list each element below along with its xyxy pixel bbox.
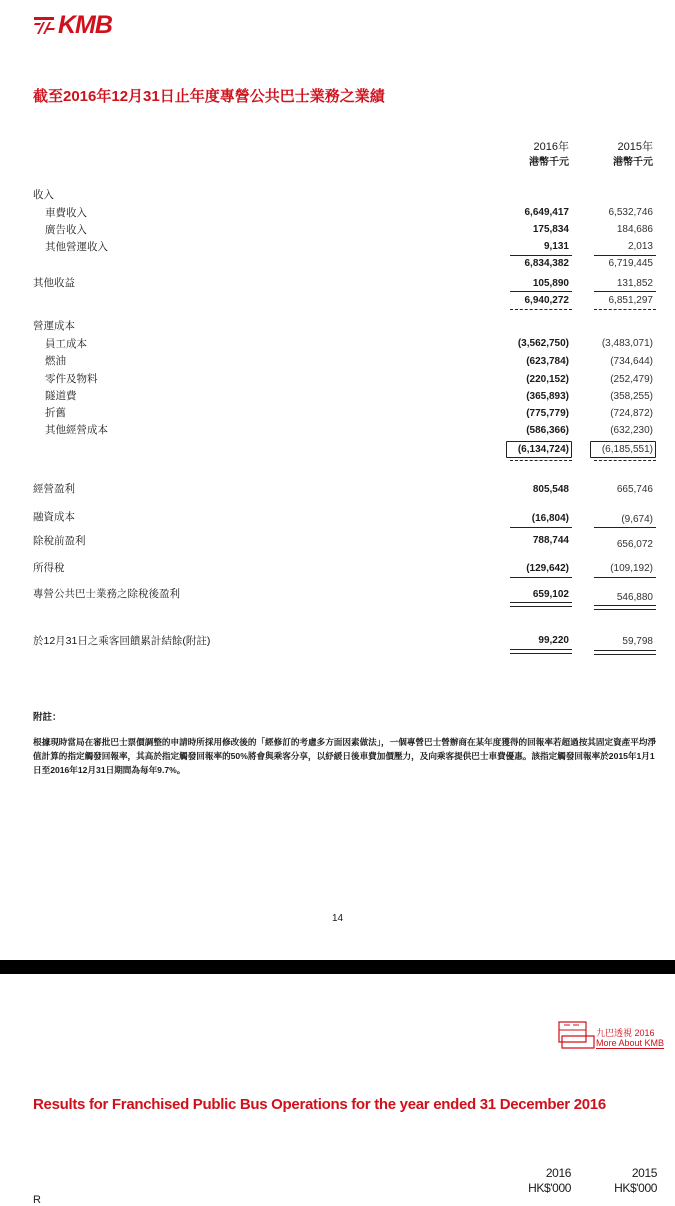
row-spare-2016: (220,152): [526, 374, 569, 385]
row-toll-label: 隧道費: [45, 390, 77, 402]
subtotal2-2016: 6,940,272: [524, 295, 569, 306]
row-rebate-2016: 99,220: [538, 635, 569, 646]
row-ad-2015: 184,686: [616, 224, 653, 235]
row-other-income-2015: 131,852: [616, 278, 653, 289]
row-pat-2015: 546,880: [616, 592, 653, 603]
row-toll-2016: (365,893): [526, 391, 569, 402]
cost-header: 營運成本: [33, 320, 75, 332]
rule: [594, 577, 656, 578]
double-rule: [510, 602, 572, 607]
dashed-rule: [594, 460, 656, 461]
row-op-profit-2015: 665,746: [616, 484, 653, 495]
col-header-2015-en: 2015 HK$'000: [614, 1166, 657, 1195]
row-ad-label: 廣告收入: [45, 224, 87, 236]
row-finance-label: 融資成本: [33, 511, 75, 523]
row-fuel-2015: (734,644): [610, 356, 653, 367]
row-tax-label: 所得稅: [33, 562, 65, 574]
row-pbt-label: 除稅前盈利: [33, 535, 86, 547]
double-rule: [594, 650, 656, 655]
row-other-op-2016: 9,131: [543, 241, 569, 252]
row-dep-2016: (775,779): [526, 408, 569, 419]
cost-total-2015: (6,185,551): [601, 444, 653, 455]
row-spare-2015: (252,479): [610, 374, 653, 385]
rule: [510, 527, 572, 528]
revenue-header-en: R: [33, 1194, 41, 1206]
dashed-rule: [594, 309, 656, 310]
kmb-wordmark: KMB: [58, 10, 112, 39]
row-other-income-label: 其他收益: [33, 277, 75, 289]
rule: [510, 577, 572, 578]
row-pbt-2015: 656,072: [616, 539, 653, 550]
kmb-logo: [33, 12, 112, 38]
rule: [510, 291, 572, 292]
cost-total-2016: (6,134,724): [517, 444, 569, 455]
row-toll-2015: (358,255): [610, 391, 653, 402]
row-staff-2016: (3,562,750): [517, 338, 569, 349]
double-rule: [510, 649, 572, 654]
row-fare-2015: 6,532,746: [608, 207, 653, 218]
row-rebate-label: 於12月31日之乘客回饋累計結餘(附註): [33, 635, 211, 647]
row-fare-2016: 6,649,417: [524, 207, 569, 218]
note-heading: 附註：: [33, 712, 62, 723]
rule: [594, 255, 656, 256]
row-ad-2016: 175,834: [532, 224, 569, 235]
note-text: 根據現時當局在審批巴士票價調整的申請時所採用修改後的「經修訂的考慮多方面因素做法」，一個專營巴士營辦商在某年度獲得的回報率若超過按其固定資產平均淨值計算的指定觸發回報率，其高於指定觸發回報率的50%將會與乘客分享，以紓緩日後車費加價壓力，及向乘客提供巴士車費優惠。該指定觸發回報率於2015年1月1日至2016年12月31日期間為每年9.7%。: [33, 737, 657, 775]
rule: [594, 291, 656, 292]
rule: [594, 527, 656, 528]
col-header-2016-en: 2016 HK$'000: [528, 1166, 571, 1195]
page-title-en: Results for Franchised Public Bus Operations for the year ended 31 December 2016: [33, 1096, 606, 1113]
row-tax-2015: (109,192): [610, 563, 653, 574]
subtotal1-2015: 6,719,445: [608, 258, 653, 269]
row-tax-2016: (129,642): [526, 563, 569, 574]
subtotal1-2016: 6,834,382: [524, 258, 569, 269]
row-pat-2016: 659,102: [532, 589, 569, 600]
row-rebate-2015: 59,798: [622, 636, 653, 647]
row-spare-label: 零件及物料: [45, 373, 98, 385]
kmb-emblem-icon: [33, 14, 57, 36]
page-separator: [0, 960, 675, 974]
row-fuel-label: 燃油: [45, 355, 66, 367]
page-title: 截至2016年12月31日止年度專營公共巴士業務之業績: [33, 88, 385, 105]
row-dep-label: 折舊: [45, 407, 66, 419]
row-other-op-2015: 2,013: [627, 241, 653, 252]
page-en: [0, 974, 675, 1206]
more-about-kmb-bus-icon: [556, 1018, 596, 1050]
row-op-profit-2016: 805,548: [532, 484, 569, 495]
col-header-2016: 2016年 港幣千元: [529, 141, 569, 168]
row-fuel-2016: (623,784): [526, 356, 569, 367]
row-op-profit-label: 經營盈利: [33, 483, 75, 495]
rule: [510, 255, 572, 256]
row-staff-2015: (3,483,071): [601, 338, 653, 349]
double-rule: [594, 605, 656, 610]
row-finance-2015: (9,674): [621, 514, 653, 525]
row-pat-label: 專營公共巴士業務之除稅後盈利: [33, 588, 180, 600]
row-pbt-2016: 788,744: [532, 535, 569, 546]
row-other-cost-2016: (586,366): [526, 425, 569, 436]
row-finance-2016: (16,804): [531, 513, 569, 524]
subtotal2-2015: 6,851,297: [608, 295, 653, 306]
dashed-rule: [510, 309, 572, 310]
row-dep-2015: (724,872): [610, 408, 653, 419]
page-number: 14: [331, 913, 344, 924]
row-other-cost-label: 其他經營成本: [45, 424, 108, 436]
row-fare-label: 車費收入: [45, 207, 87, 219]
col-header-2015: 2015年 港幣千元: [613, 141, 653, 168]
row-other-income-2016: 105,890: [532, 278, 569, 289]
dashed-rule: [510, 460, 572, 461]
row-other-op-label: 其他營運收入: [45, 241, 108, 253]
row-staff-label: 員工成本: [45, 338, 87, 350]
revenue-header: 收入: [33, 189, 54, 201]
more-about-kmb-label: 九巴透視 2016 More About KMB: [596, 1028, 665, 1048]
row-other-cost-2015: (632,230): [610, 425, 653, 436]
